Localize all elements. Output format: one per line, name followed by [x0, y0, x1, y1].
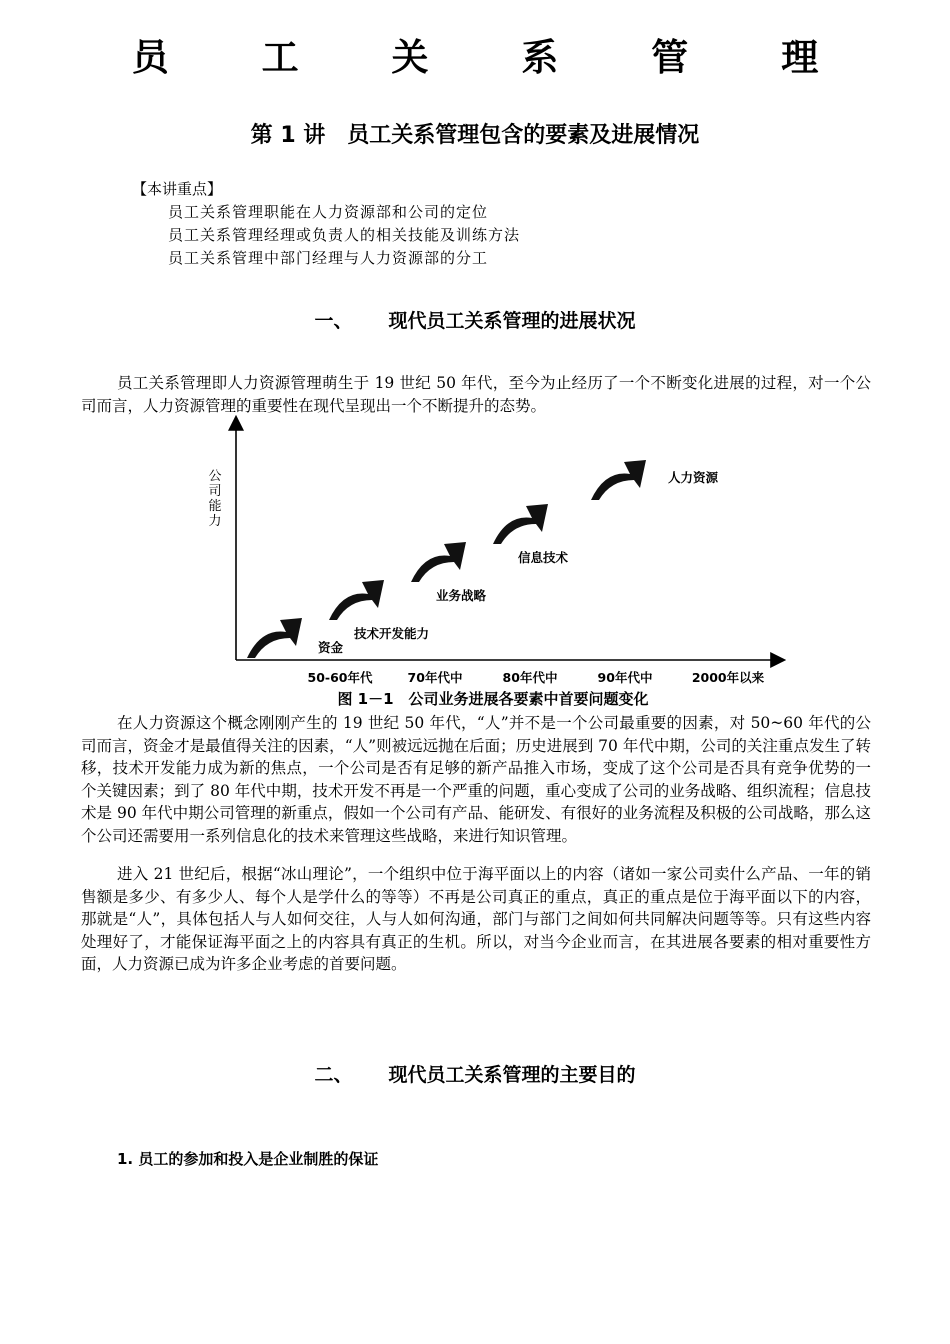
x-tick-label: 2000年以来 — [691, 670, 765, 685]
lecture-title: 第 1 讲 员工关系管理包含的要素及进展情况 — [250, 123, 700, 148]
key-point-item: 员工关系管理经理或负责人的相关技能及训练方法 — [168, 226, 521, 244]
section-2-number: 二、 — [314, 1064, 353, 1086]
development-chart — [195, 412, 795, 692]
section-2-heading — [0, 1062, 950, 1088]
section-1-intro: 员工关系管理即人力资源管理萌生于 19 世纪 50 年代，至今为止经历了一个不断变化进展的过程，对一个公司而言，人力资源管理的重要性在现代呈现出一个不断提升的态势。 — [81, 374, 871, 415]
y-axis-label-char: 司 — [208, 484, 222, 499]
key-points — [132, 178, 520, 270]
section-2-title: 现代员工关系管理的主要目的 — [388, 1064, 636, 1086]
stage-label: 人力资源 — [668, 470, 719, 485]
section-1-heading — [0, 308, 950, 334]
stage-label: 信息技术 — [518, 550, 569, 565]
x-tick-label: 50-60年代 — [307, 670, 373, 685]
growth-arrow — [591, 460, 646, 500]
growth-arrow — [411, 542, 466, 582]
section-1-paragraph-3: 进入 21 世纪后，根据“冰山理论”，一个组织中位于海平面以上的内容（诸如一家公司卖什么产品、一年的销售额是多少、有多少人、每个人是学什么的等等）不再是公司真正的重点，真正的重点是位于海平面以下的内容，那就是“人”，具体包括人与人如何交往，人与人如何沟通，部门与部门之间如何共同解决问题等等。只有这些内容处理好了，才能保证海平面之上的内容具有真正的生机。所以，对当今企业而言，在其进展各要素的相对重要性方面，人力资源已成为许多企业考虑的首要问题。 — [81, 865, 871, 973]
y-axis-label-char: 公 — [208, 469, 222, 484]
x-tick-label: 90年代中 — [597, 670, 653, 685]
figure-caption: 图 1－1 公司业务进展各要素中首要问题变化 — [337, 690, 649, 708]
stage-label: 技术开发能力 — [354, 626, 430, 641]
document-title: 员 工 关 系 管 理 — [131, 36, 859, 79]
x-tick-label: 80年代中 — [502, 670, 558, 685]
y-axis-label-char: 力 — [208, 514, 222, 529]
key-point-item: 员工关系管理职能在人力资源部和公司的定位 — [168, 203, 489, 221]
key-points-label: 【本讲重点】 — [132, 180, 223, 198]
growth-arrow — [493, 504, 548, 544]
key-point-item: 员工关系管理中部门经理与人力资源部的分工 — [168, 249, 489, 267]
y-axis-label-char: 能 — [208, 499, 222, 514]
growth-arrow — [329, 580, 384, 620]
growth-arrow — [247, 618, 302, 658]
stage-label: 资金 — [318, 640, 344, 655]
section-1-number: 一、 — [314, 310, 353, 332]
y-axis-label — [208, 469, 221, 529]
section-1-title: 现代员工关系管理的进展状况 — [388, 310, 636, 332]
stage-label: 业务战略 — [436, 588, 487, 603]
section-2-subheading-1: 1. 员工的参加和投入是企业制胜的保证 — [117, 1150, 379, 1168]
x-tick-label: 70年代中 — [407, 670, 463, 685]
section-1-paragraph-2: 在人力资源这个概念刚刚产生的 19 世纪 50 年代，“人”并不是一个公司最重要的因素，对 50~60 年代的公司而言，资金才是最值得关注的因素，“人”则被远远抛在后面；历史进展到 70 年代中期，公司的关注重点发生了转移，技术开发能力成为新的焦点，一个公司是否有足够的新产品推入市场，变成了这个公司是否具有竞争优势的一个关键因素；到了 80 年代中期，技术开发不再是一个严重的问题，重心变成了公司的业务战略、组织流程；信息技术是 90 年代中期公司管理的新重点，假如一个公司有产品、能研发、有很好的业务流程及积极的公司战略，那么这个公司还需要用一系列信息化的技术来管理这些战略，来进行知识管理。 — [81, 714, 871, 845]
